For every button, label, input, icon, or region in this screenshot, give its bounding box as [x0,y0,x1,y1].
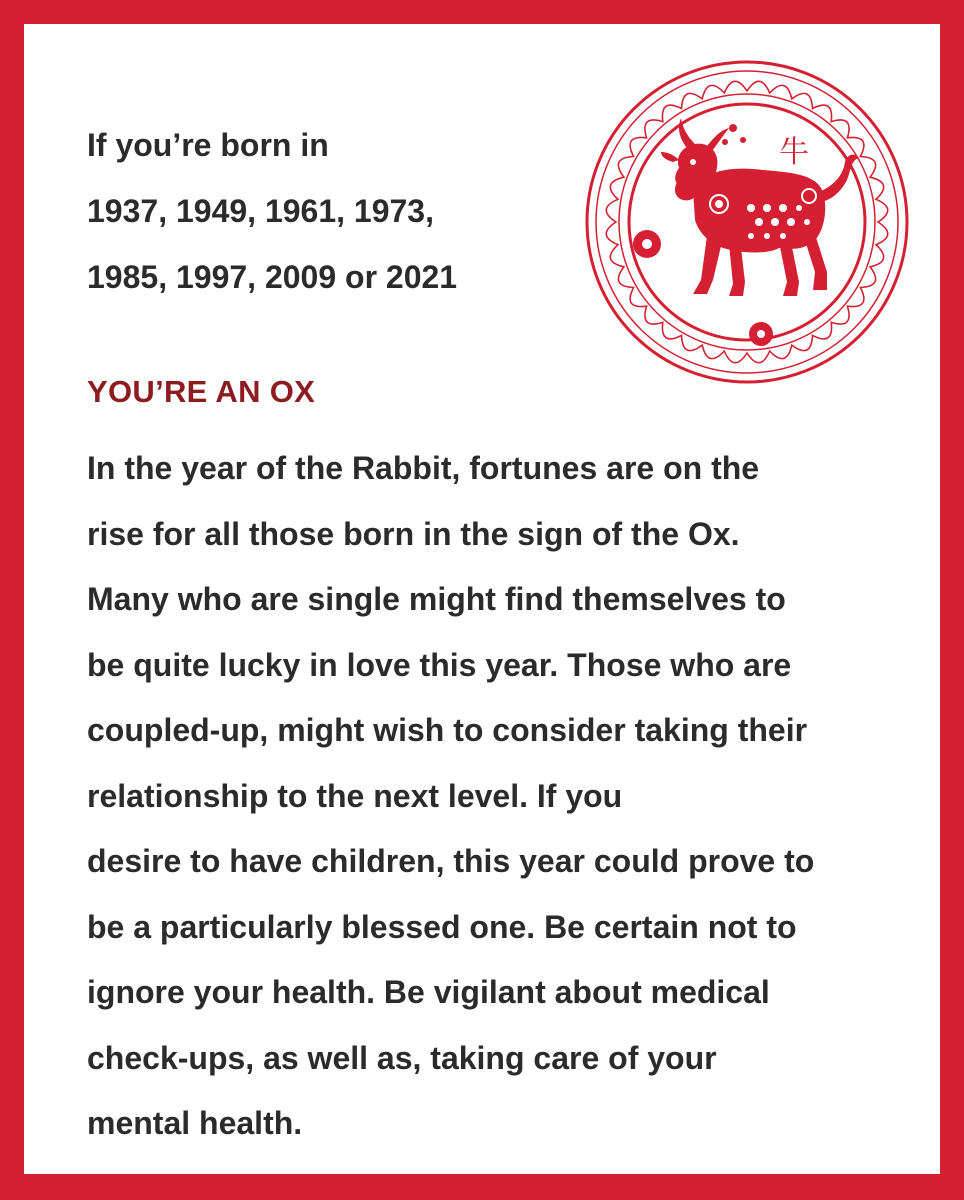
intro-line: If you’re born in [87,127,329,163]
horoscope-text [87,436,927,1157]
body-line: rise for all those born in the sign of the Ox. [87,515,740,552]
body-line: relationship to the next level. If you [87,777,623,814]
body-line: desire to have children, this year could prove to [87,843,815,879]
body-line: In the year of the Rabbit, fortunes are on the [87,450,760,486]
body-line: be a particularly blessed one. Be certain not to [87,908,797,945]
intro-line: 1937, 1949, 1961, 1973, [87,193,434,229]
body-line: mental health. [87,1105,303,1141]
body-line: Many who are single might find themselves to [87,581,786,617]
sign-heading: YOU’RE AN OX [87,374,316,409]
intro-line: 1985, 1997, 2009 or 2021 [87,259,458,295]
body-line: be quite lucky in love this year. Those who are [87,646,792,683]
body-line: ignore your health. Be vigilant about medical [87,974,770,1010]
body-line: check-ups, as well as, taking care of your [87,1039,717,1076]
birth-years-intro [87,112,527,310]
ox-character: 牛 [779,135,809,170]
body-line: coupled-up, might wish to consider taking their [87,712,808,748]
content-panel [24,24,940,1174]
ox-papercut-icon [583,58,911,386]
